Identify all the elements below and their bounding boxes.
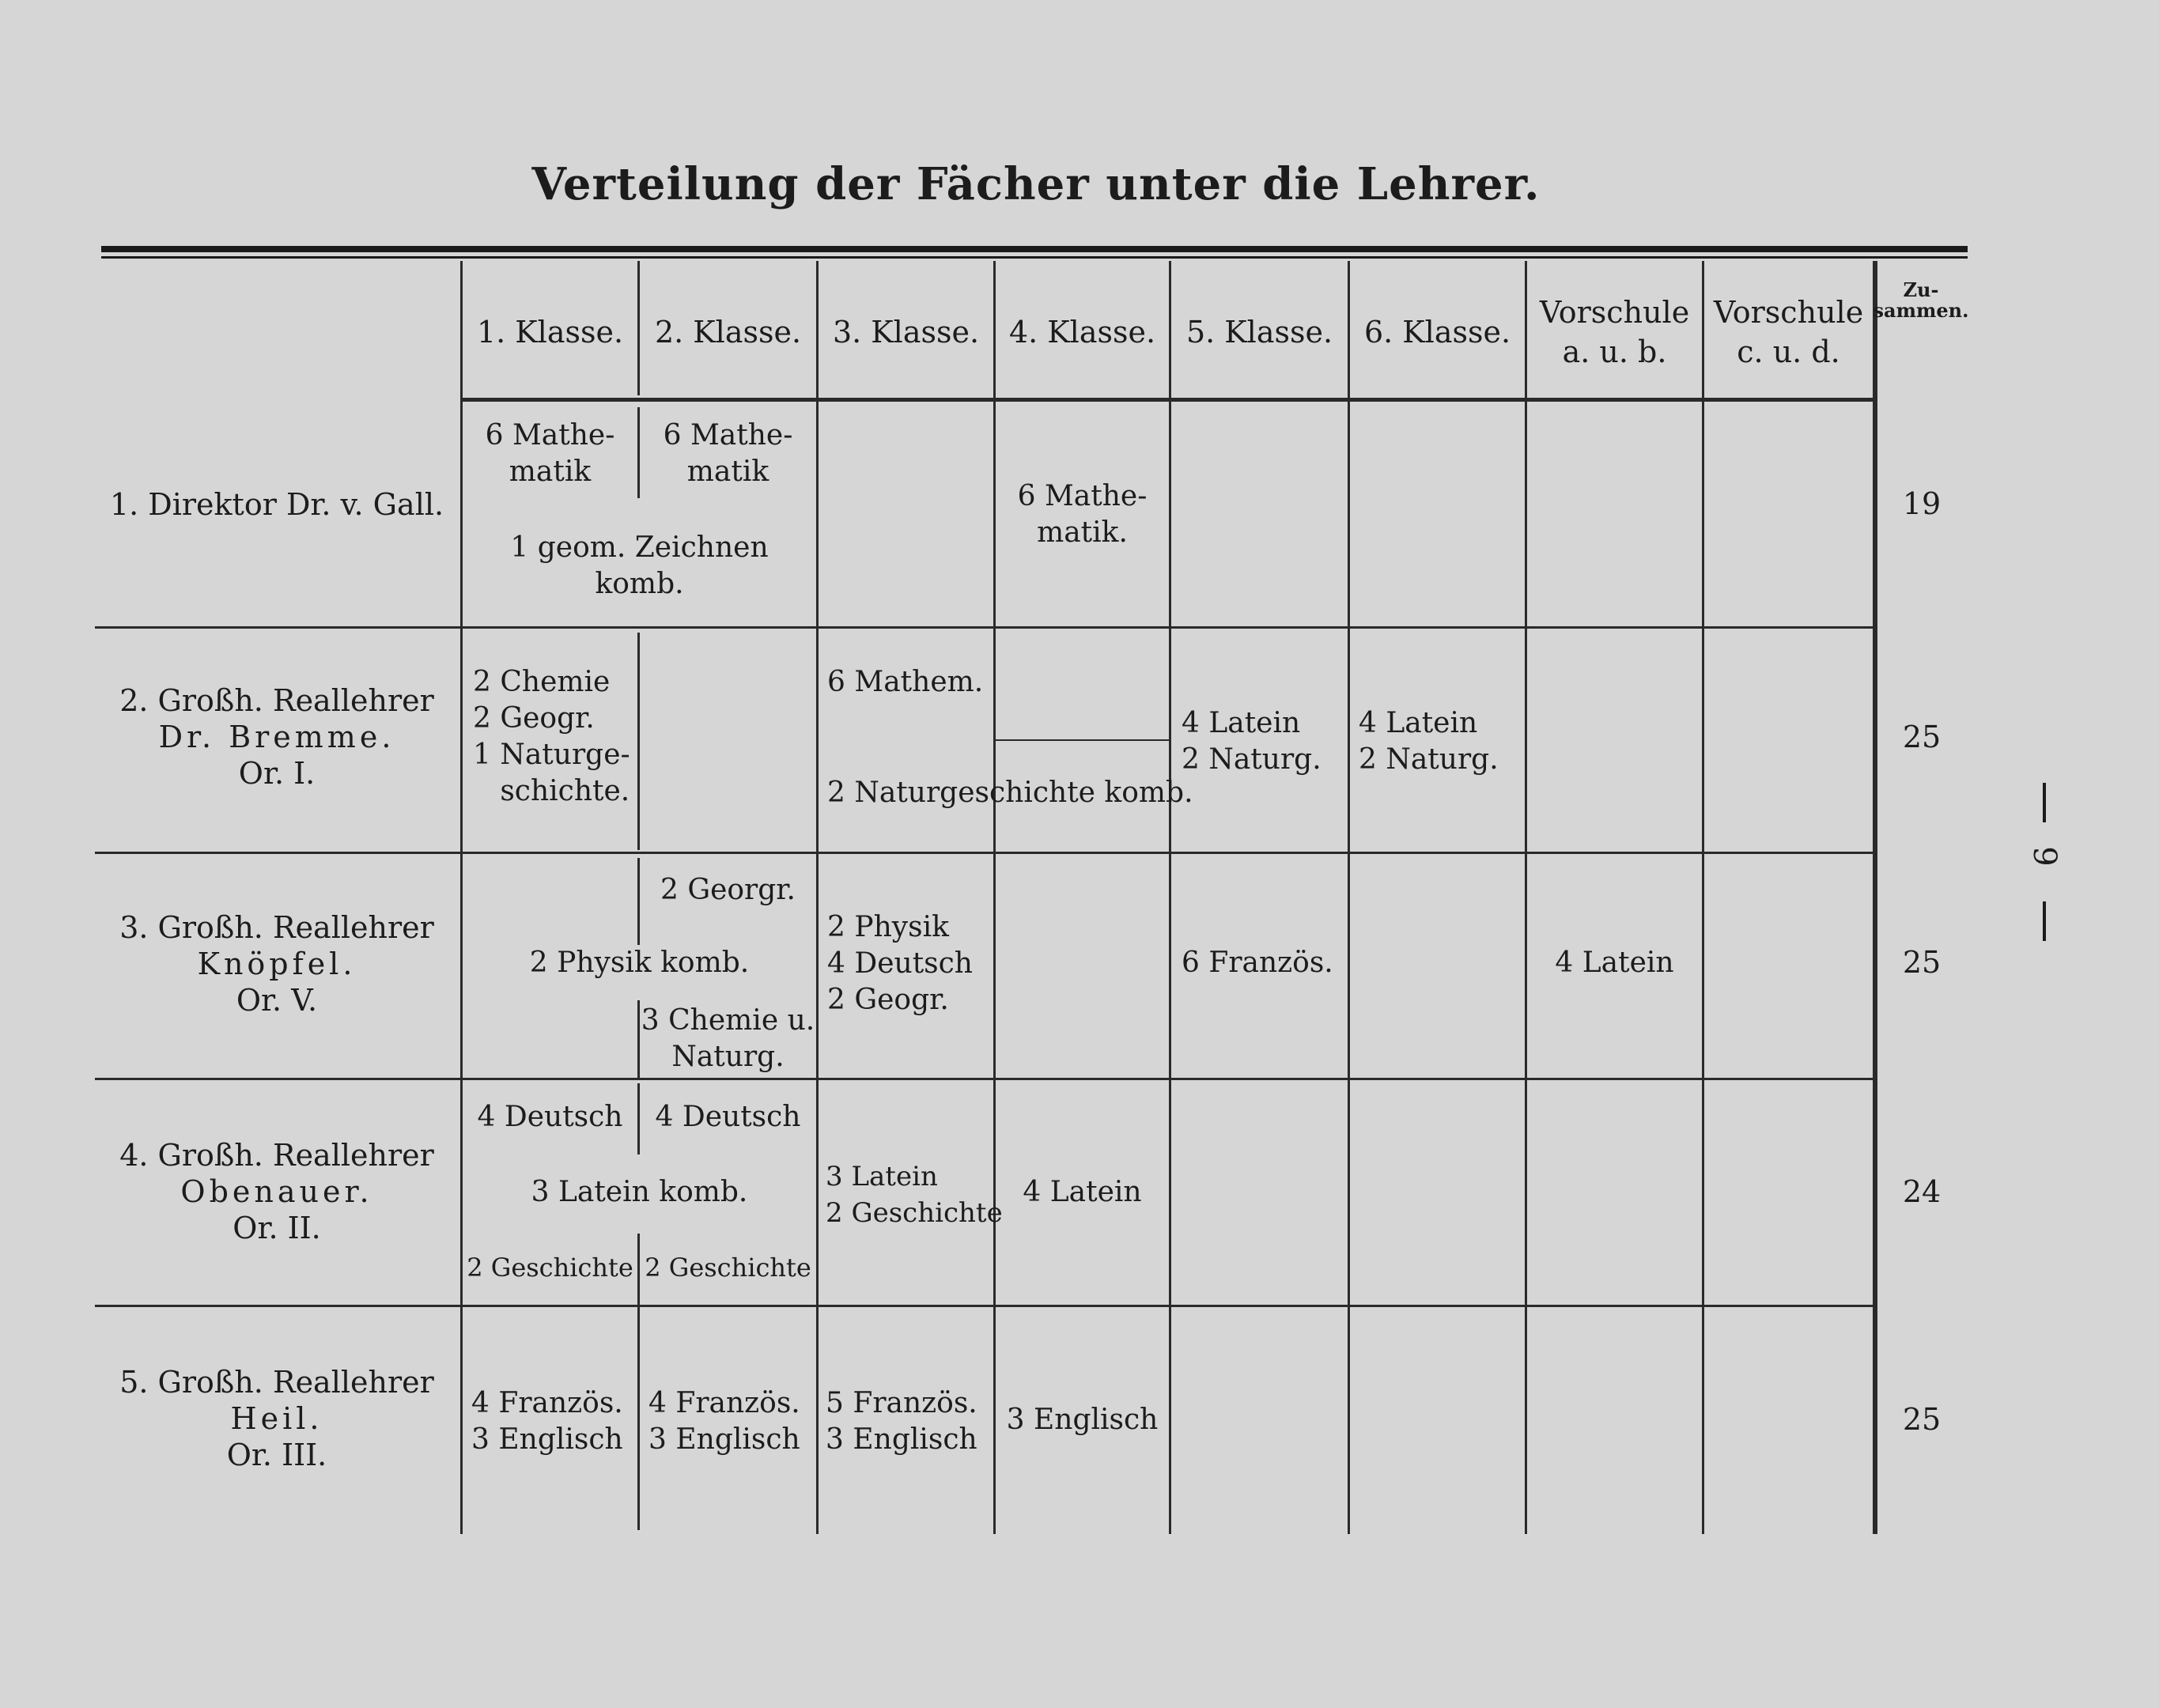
teacher-3-name: Knöpfel.: [197, 947, 357, 981]
split-line: [637, 1309, 640, 1530]
cell-r3-k2-bottom: 3 Chemie u. Naturg.: [641, 1004, 815, 1073]
header-zusammen: [1873, 273, 1969, 328]
cell-r2-k6: 4 Latein 2 Naturg.: [1359, 707, 1499, 776]
page-number-dash-top: [2043, 783, 2046, 822]
header-rule: [460, 398, 1876, 402]
page-number: 9: [2026, 846, 2063, 867]
page-title: Verteilung der Fächer unter die Lehrer.: [531, 158, 1541, 210]
header-vorschule-cd-line2: c. u. d.: [1737, 334, 1840, 369]
cell-r3-k3: 2 Physik 4 Deutsch 2 Geogr.: [827, 911, 973, 1016]
teacher-3-title: 3. Großh. Reallehrer: [119, 910, 434, 945]
cell-r1-k2: 6 Mathe- matik: [663, 419, 793, 488]
teacher-2-name: Dr. Bremme.: [158, 720, 395, 754]
teacher-2-title: 2. Großh. Reallehrer: [119, 683, 434, 718]
cell-r5-k2: 4 Französ. 3 Englisch: [648, 1387, 800, 1456]
top-rule-thin: [101, 256, 1968, 259]
row-rule: [95, 1305, 1874, 1307]
header-k4: 4. Klasse.: [1008, 315, 1156, 350]
teacher-2-class: Or. I.: [238, 756, 316, 791]
page-number-mark: [2021, 783, 2068, 941]
header-k3: 3. Klasse.: [832, 315, 980, 350]
top-rule: [101, 246, 1968, 252]
cell-r3-k5: 6 Französ.: [1182, 947, 1333, 979]
cell-r3-k1k2-comb: 2 Physik komb.: [529, 947, 750, 979]
cell-r2-k3: 6 Mathem.: [827, 666, 984, 698]
cell-r1-k1k2-comb: 1 geom. Zeichnen komb.: [510, 531, 769, 600]
page-number-dash-bottom: [2043, 901, 2046, 941]
cell-r5-k3: 5 Französ. 3 Englisch: [826, 1387, 977, 1456]
header-vorschule-ab: [1527, 269, 1702, 395]
col-line-k5: [1348, 261, 1350, 1534]
cell-r5-k1: 4 Französ. 3 Englisch: [471, 1387, 623, 1456]
header-vorschule-cd-line1: Vorschule: [1713, 295, 1864, 330]
header-k2: 2. Klasse.: [654, 315, 802, 350]
cell-r4-k2-top: 4 Deutsch: [655, 1101, 801, 1133]
teacher-4: [95, 1137, 459, 1246]
teacher-4-title: 4. Großh. Reallehrer: [119, 1138, 434, 1173]
cell-r3-k2-top: 2 Georgr.: [660, 874, 796, 906]
teacher-5-title: 5. Großh. Reallehrer: [119, 1365, 434, 1400]
cell-r5-k4: 3 Englisch: [1006, 1404, 1159, 1436]
cell-r2-k3k4-comb: 2 Naturgeschichte komb.: [827, 777, 1193, 809]
cell-r1-k4: 6 Mathe- matik.: [1017, 480, 1148, 549]
header-vorschule-cd: [1704, 269, 1873, 395]
total-r3: 25: [1902, 945, 1942, 980]
col-line-k4: [1169, 261, 1171, 1534]
col-line-k6: [1525, 261, 1527, 1534]
total-r2: 25: [1902, 720, 1942, 754]
header-k6: 6. Klasse.: [1363, 315, 1511, 350]
teacher-5-name: Heil.: [230, 1401, 323, 1436]
header-k1: 1. Klasse.: [476, 315, 624, 350]
cell-r4-k1-top: 4 Deutsch: [477, 1101, 623, 1133]
cell-r4-k1k2-comb: 3 Latein komb.: [531, 1176, 748, 1208]
cell-r4-k3: 3 Latein 2 Geschichte: [826, 1161, 1003, 1229]
teacher-4-class: Or. II.: [233, 1211, 321, 1245]
row-rule: [95, 1078, 1874, 1080]
header-zusammen-line1: Zu-: [1903, 278, 1939, 301]
cell-r3-vorschule-ab: 4 Latein: [1555, 947, 1674, 979]
col-line-k2: [816, 261, 819, 1534]
row-rule: [95, 626, 1874, 629]
teacher-4-name: Obenauer.: [180, 1174, 373, 1209]
teacher-2: [95, 682, 459, 792]
teacher-1: 1. Direktor Dr. v. Gall.: [109, 487, 444, 522]
cell-r1-k1: 6 Mathe- matik: [485, 419, 615, 488]
split-line: [637, 633, 640, 850]
cell-r2-k5: 4 Latein 2 Naturg.: [1182, 707, 1321, 776]
col-line-vab: [1702, 261, 1704, 1534]
teacher-3: [95, 909, 459, 1018]
row-rule: [95, 852, 1874, 854]
total-r5: 25: [1902, 1402, 1942, 1437]
cell-r4-k4: 4 Latein: [1023, 1176, 1142, 1208]
teacher-5: [95, 1364, 459, 1473]
header-vorschule-ab-line1: Vorschule: [1539, 295, 1690, 330]
cell-r2-k1: 2 Chemie 2 Geogr. 1 Naturge- schichte.: [473, 666, 630, 807]
header-vorschule-ab-line2: a. u. b.: [1562, 334, 1667, 369]
header-k5: 5. Klasse.: [1185, 315, 1333, 350]
header-zusammen-line2: sammen.: [1873, 299, 1969, 322]
teacher-5-class: Or. III.: [226, 1438, 327, 1472]
col-line-k3: [993, 261, 996, 1534]
teacher-3-class: Or. V.: [236, 983, 318, 1018]
total-r1: 19: [1902, 486, 1942, 521]
cell-r4-k1-bottom: 2 Geschichte: [467, 1253, 633, 1283]
col-line-sum: [1873, 261, 1877, 1534]
cell-r4-k2-bottom: 2 Geschichte: [645, 1253, 811, 1283]
total-r4: 24: [1902, 1174, 1942, 1209]
k4-split-rule: [993, 739, 1169, 741]
